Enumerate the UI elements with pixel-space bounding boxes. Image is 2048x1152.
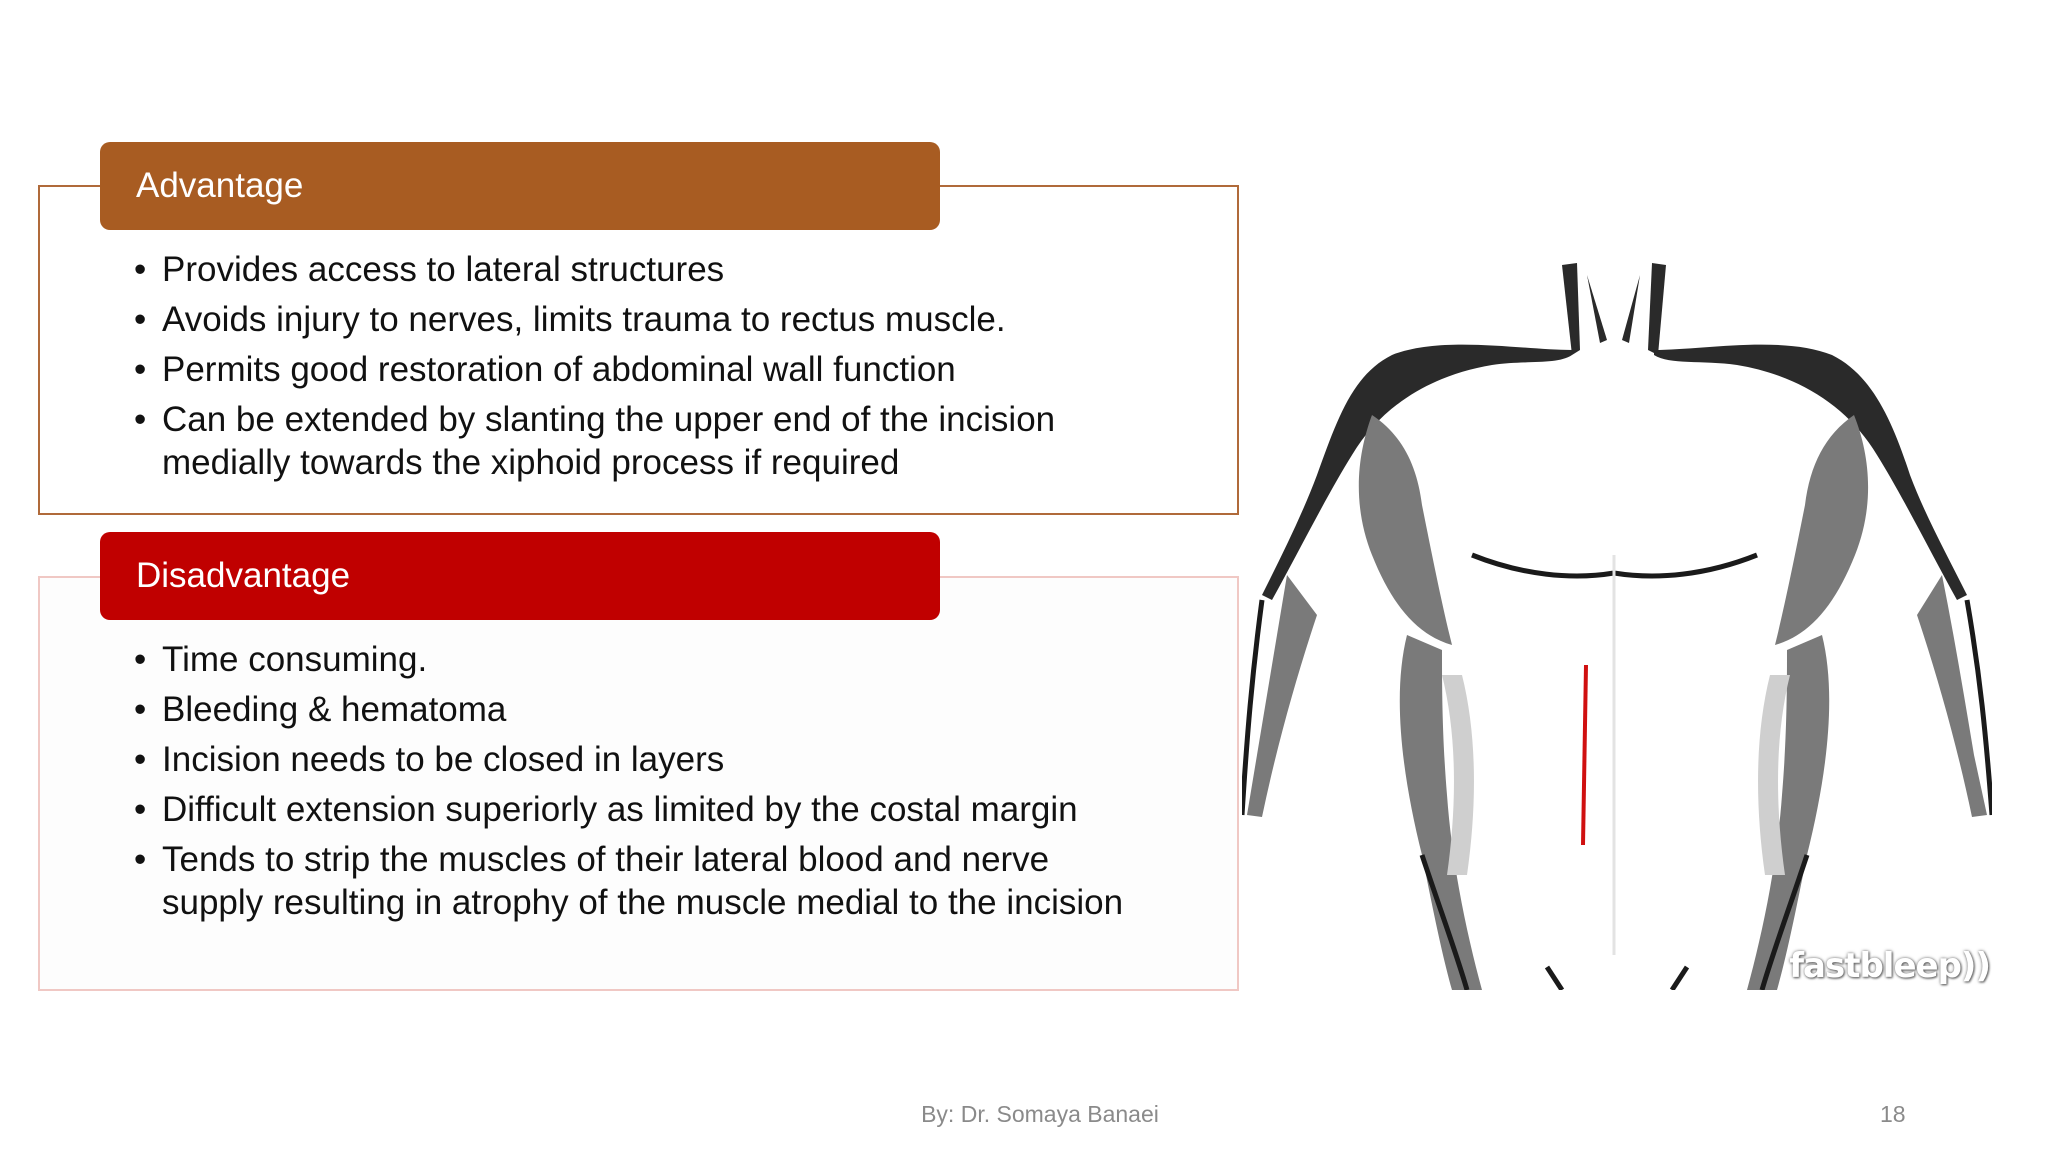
watermark-logo: fastbleep)) <box>1789 946 1990 986</box>
list-item <box>134 298 1154 341</box>
list-item-text: Incision needs to be closed in layers <box>162 740 725 779</box>
list-item-text: Bleeding & hematoma <box>162 690 507 729</box>
bullet-icon: • <box>134 840 147 879</box>
bullet-icon: • <box>134 740 147 779</box>
list-item <box>134 688 1154 731</box>
list-item <box>134 838 1154 924</box>
bullet-icon: • <box>134 400 147 439</box>
list-item-text: Difficult extension superiorly as limited by the costal margin <box>162 790 1078 829</box>
bullet-icon: • <box>134 350 147 389</box>
list-item-text: Tends to strip the muscles of their lateral blood and nerve supply resulting in atrophy of the muscle medial to the incision <box>162 840 1124 922</box>
list-item-text: Time consuming. <box>162 640 428 679</box>
bullet-icon: • <box>134 790 147 829</box>
list-item <box>134 788 1154 831</box>
list-item <box>134 348 1154 391</box>
list-item-text: Provides access to lateral structures <box>162 250 725 289</box>
list-item <box>134 738 1154 781</box>
torso-illustration <box>1242 255 1992 990</box>
disadvantage-header: Disadvantage <box>100 532 940 620</box>
incision-line <box>1583 665 1586 845</box>
bullet-icon: • <box>134 640 147 679</box>
list-item-text: Avoids injury to nerves, limits trauma to rectus muscle. <box>162 300 1006 339</box>
bullet-icon: • <box>134 300 147 339</box>
list-item-text: Permits good restoration of abdominal wall function <box>162 350 956 389</box>
bullet-icon: • <box>134 690 147 729</box>
list-item <box>134 638 1154 681</box>
list-item <box>134 398 1154 484</box>
list-item-text: Can be extended by slanting the upper end of the incision medially towards the xiphoid process if required <box>162 400 1056 482</box>
list-item <box>134 248 1154 291</box>
bullet-icon: • <box>134 250 147 289</box>
footer-author: By: Dr. Somaya Banaei <box>921 1101 1159 1127</box>
advantage-list <box>134 248 1154 491</box>
advantage-header: Advantage <box>100 142 940 230</box>
disadvantage-list <box>134 638 1154 931</box>
page-number: 18 <box>1880 1101 1906 1127</box>
